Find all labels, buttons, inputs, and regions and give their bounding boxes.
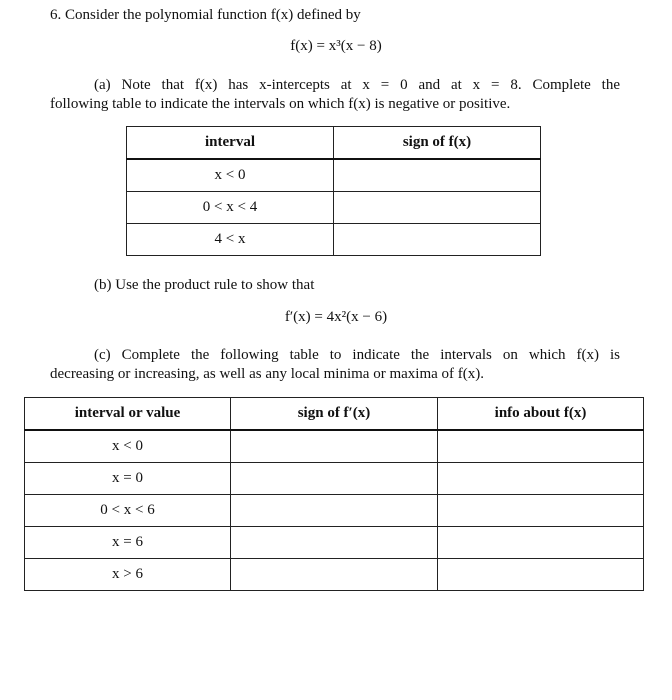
- sign-cell[interactable]: [231, 463, 438, 495]
- interval-cell: x < 0: [127, 159, 334, 192]
- interval-cell: x > 6: [25, 559, 231, 591]
- table-row: [25, 527, 644, 559]
- table-row: [127, 159, 541, 192]
- header-info-f: info about f(x): [438, 398, 644, 431]
- header-interval: interval: [127, 127, 334, 160]
- header-sign-fprime: sign of f′(x): [231, 398, 438, 431]
- sign-cell[interactable]: [334, 159, 541, 192]
- sign-cell[interactable]: [334, 192, 541, 224]
- info-cell[interactable]: [438, 430, 644, 463]
- sign-table-a-header: [127, 127, 541, 160]
- sign-cell[interactable]: [231, 559, 438, 591]
- info-cell[interactable]: [438, 559, 644, 591]
- info-cell[interactable]: [438, 495, 644, 527]
- problem-intro: [50, 7, 361, 24]
- part-c-text-line1: (c) Complete the following table to indicate the intervals on which f(x) is: [94, 347, 620, 363]
- interval-cell: x < 0: [25, 430, 231, 463]
- interval-cell: 0 < x < 4: [127, 192, 334, 224]
- header-interval-or-value: interval or value: [25, 398, 231, 431]
- info-cell[interactable]: [438, 527, 644, 559]
- sign-cell[interactable]: [231, 495, 438, 527]
- sign-cell[interactable]: [334, 224, 541, 256]
- sign-cell[interactable]: [231, 527, 438, 559]
- part-a-text-line1: (a) Note that f(x) has x-intercepts at x = 0 and at x = 8. Complete the: [94, 77, 620, 93]
- header-sign-f: sign of f(x): [334, 127, 541, 160]
- table-row: [25, 495, 644, 527]
- sign-table-a: [126, 126, 541, 256]
- interval-cell: x = 6: [25, 527, 231, 559]
- problem-number: 6.: [50, 7, 62, 23]
- table-row: [127, 224, 541, 256]
- derivative-equation: f′(x) = 4x²(x − 6): [284, 309, 388, 325]
- part-a-text-line2: following table to indicate the intervals on which f(x) is negative or positive.: [50, 96, 511, 112]
- table-row: [25, 463, 644, 495]
- part-c-text-line2: decreasing or increasing, as well as any local minima or maxima of f(x).: [50, 366, 485, 382]
- sign-table-c-header: [25, 398, 644, 431]
- interval-cell: 0 < x < 6: [25, 495, 231, 527]
- interval-cell: x = 0: [25, 463, 231, 495]
- table-row: [127, 192, 541, 224]
- sign-cell[interactable]: [231, 430, 438, 463]
- table-row: [25, 559, 644, 591]
- problem-intro-text: Consider the polynomial function f(x) defined by: [65, 7, 361, 23]
- sign-table-c: [24, 397, 644, 591]
- interval-cell: 4 < x: [127, 224, 334, 256]
- part-b-text: (b) Use the product rule to show that: [94, 277, 315, 293]
- info-cell[interactable]: [438, 463, 644, 495]
- table-row: [25, 430, 644, 463]
- function-equation: f(x) = x³(x − 8): [290, 38, 382, 54]
